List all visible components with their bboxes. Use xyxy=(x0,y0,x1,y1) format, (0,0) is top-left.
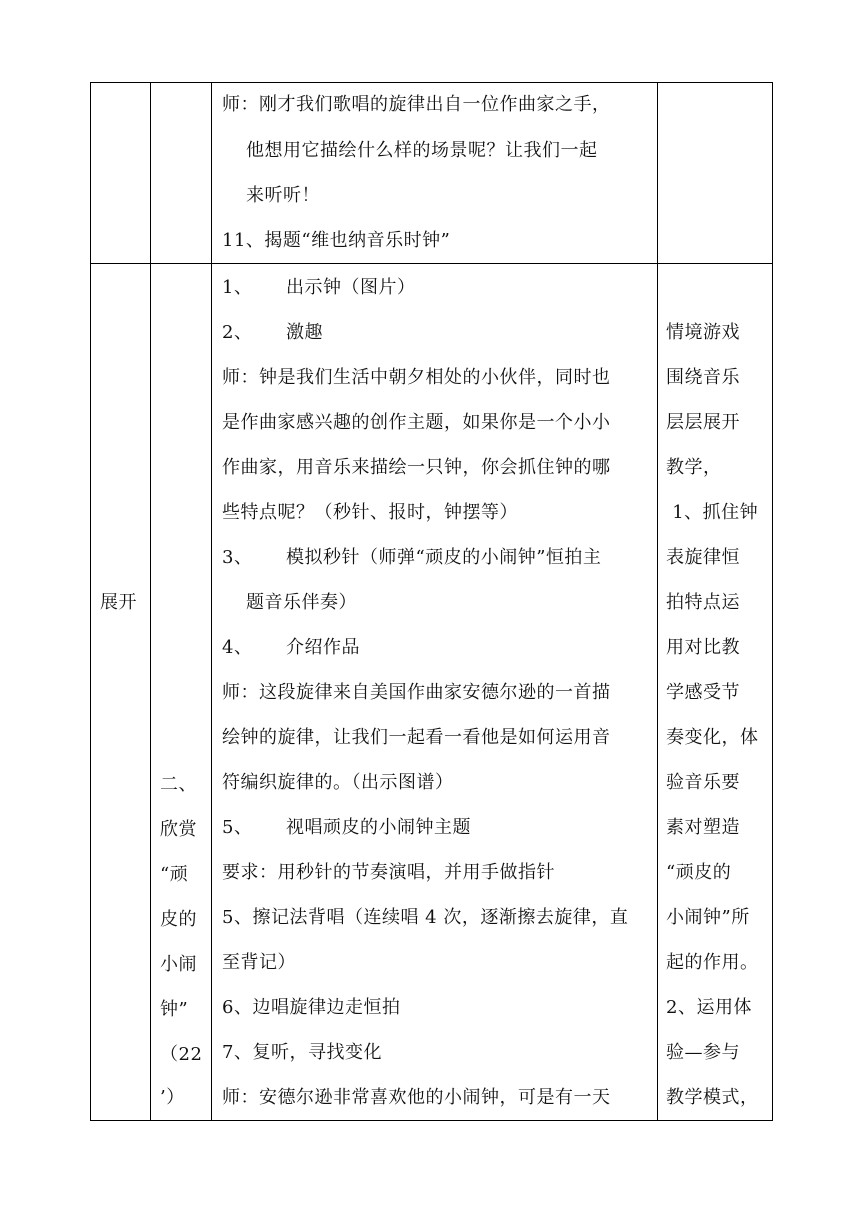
list-item-4 xyxy=(222,637,360,659)
paragraph-line: 师：这段旋律来自美国作曲家安德尔逊的一首描 xyxy=(222,682,611,703)
section-label-line: ’） xyxy=(160,1087,185,1108)
note-line: 起的作用。 xyxy=(666,952,759,973)
list-item-7: 7、复听，寻找变化 xyxy=(222,1042,382,1063)
paragraph-line: 符编织旋律的。（出示图谱） xyxy=(222,772,454,793)
upper-line-3: 来听听！ xyxy=(246,185,320,206)
list-item-number: 1、 xyxy=(222,277,253,298)
list-item-1 xyxy=(222,277,416,299)
table-left-border xyxy=(90,82,91,1121)
list-item-text: 视唱顽皮的小闹钟主题 xyxy=(286,817,471,838)
list-item-text: 模拟秒针（师弹“顽皮的小闹钟”恒拍主 xyxy=(286,547,602,568)
list-item-text: 出示钟（图片） xyxy=(286,277,416,298)
note-line: 小闹钟”所 xyxy=(666,907,750,928)
upper-line-4: 11、揭题“维也纳音乐时钟” xyxy=(222,230,451,251)
requirement-line: 要求：用秒针的节奏演唱，并用手做指针 xyxy=(222,862,555,883)
note-line: 教学模式， xyxy=(666,1087,759,1108)
note-line: 1、抓住钟 xyxy=(666,502,759,523)
paragraph-line: 些特点呢？（秒针、报时，钟摆等） xyxy=(222,502,518,523)
note-line: 用对比教 xyxy=(666,637,740,658)
paragraph-line: 是作曲家感兴趣的创作主题，如果你是一个小小 xyxy=(222,412,611,433)
section-label-line: 钟” xyxy=(160,999,189,1020)
section-label-line: 欣赏 xyxy=(160,819,197,840)
note-line: 验—参与 xyxy=(666,1042,740,1063)
table-col-divider-1 xyxy=(150,82,151,1121)
table-right-border xyxy=(772,82,773,1121)
section-label-line: “顽 xyxy=(160,864,189,885)
table-col-divider-2 xyxy=(211,82,212,1121)
note-line: 教学， xyxy=(666,457,722,478)
list-item-text: 介绍作品 xyxy=(286,637,360,658)
note-line: 素对塑造 xyxy=(666,817,740,838)
section-label-line: 皮的 xyxy=(160,909,197,930)
paragraph-line: 师：安德尔逊非常喜欢他的小闹钟，可是有一天 xyxy=(222,1087,611,1108)
list-item-number: 5、 xyxy=(222,817,253,838)
section-label-line: （22 xyxy=(160,1044,203,1065)
list-item-6: 6、边唱旋律边走恒拍 xyxy=(222,997,401,1018)
note-line: 学感受节 xyxy=(666,682,740,703)
note-line: “顽皮的 xyxy=(666,862,732,883)
table-row-divider xyxy=(90,263,773,264)
note-line: 层层展开 xyxy=(666,412,740,433)
note-line: 奏变化，体 xyxy=(666,727,759,748)
note-line: 2、运用体 xyxy=(666,997,752,1018)
list-item-5b-continued: 至背记） xyxy=(222,952,296,973)
list-item-3-continued: 题音乐伴奏） xyxy=(246,592,357,613)
stage-label: 展开 xyxy=(100,592,137,613)
list-item-5 xyxy=(222,817,471,839)
section-label-line: 二、 xyxy=(160,774,197,795)
list-item-text: 激趣 xyxy=(286,322,323,343)
list-item-number: 2、 xyxy=(222,322,253,343)
list-item-3 xyxy=(222,547,601,569)
table-col-divider-3 xyxy=(657,82,658,1121)
note-line: 拍特点运 xyxy=(666,592,740,613)
table-top-border xyxy=(90,82,773,83)
paragraph-line: 绘钟的旋律，让我们一起看一看他是如何运用音 xyxy=(222,727,611,748)
note-line: 表旋律恒 xyxy=(666,547,740,568)
note-line: 围绕音乐 xyxy=(666,367,740,388)
table-bottom-border xyxy=(90,1120,773,1121)
upper-line-2: 他想用它描绘什么样的场景呢？让我们一起 xyxy=(246,140,598,161)
list-item-number: 3、 xyxy=(222,547,253,568)
list-item-2 xyxy=(222,322,323,344)
section-label-line: 小闹 xyxy=(160,954,197,975)
note-line: 验音乐要 xyxy=(666,772,740,793)
paragraph-line: 师：钟是我们生活中朝夕相处的小伙伴，同时也 xyxy=(222,367,611,388)
paragraph-line: 作曲家，用音乐来描绘一只钟，你会抓住钟的哪 xyxy=(222,457,611,478)
note-line: 情境游戏 xyxy=(666,322,740,343)
list-item-5b: 5、擦记法背唱（连续唱 4 次，逐渐擦去旋律，直 xyxy=(222,907,629,928)
upper-line-1: 师：刚才我们歌唱的旋律出自一位作曲家之手， xyxy=(222,94,611,115)
list-item-number: 4、 xyxy=(222,637,253,658)
